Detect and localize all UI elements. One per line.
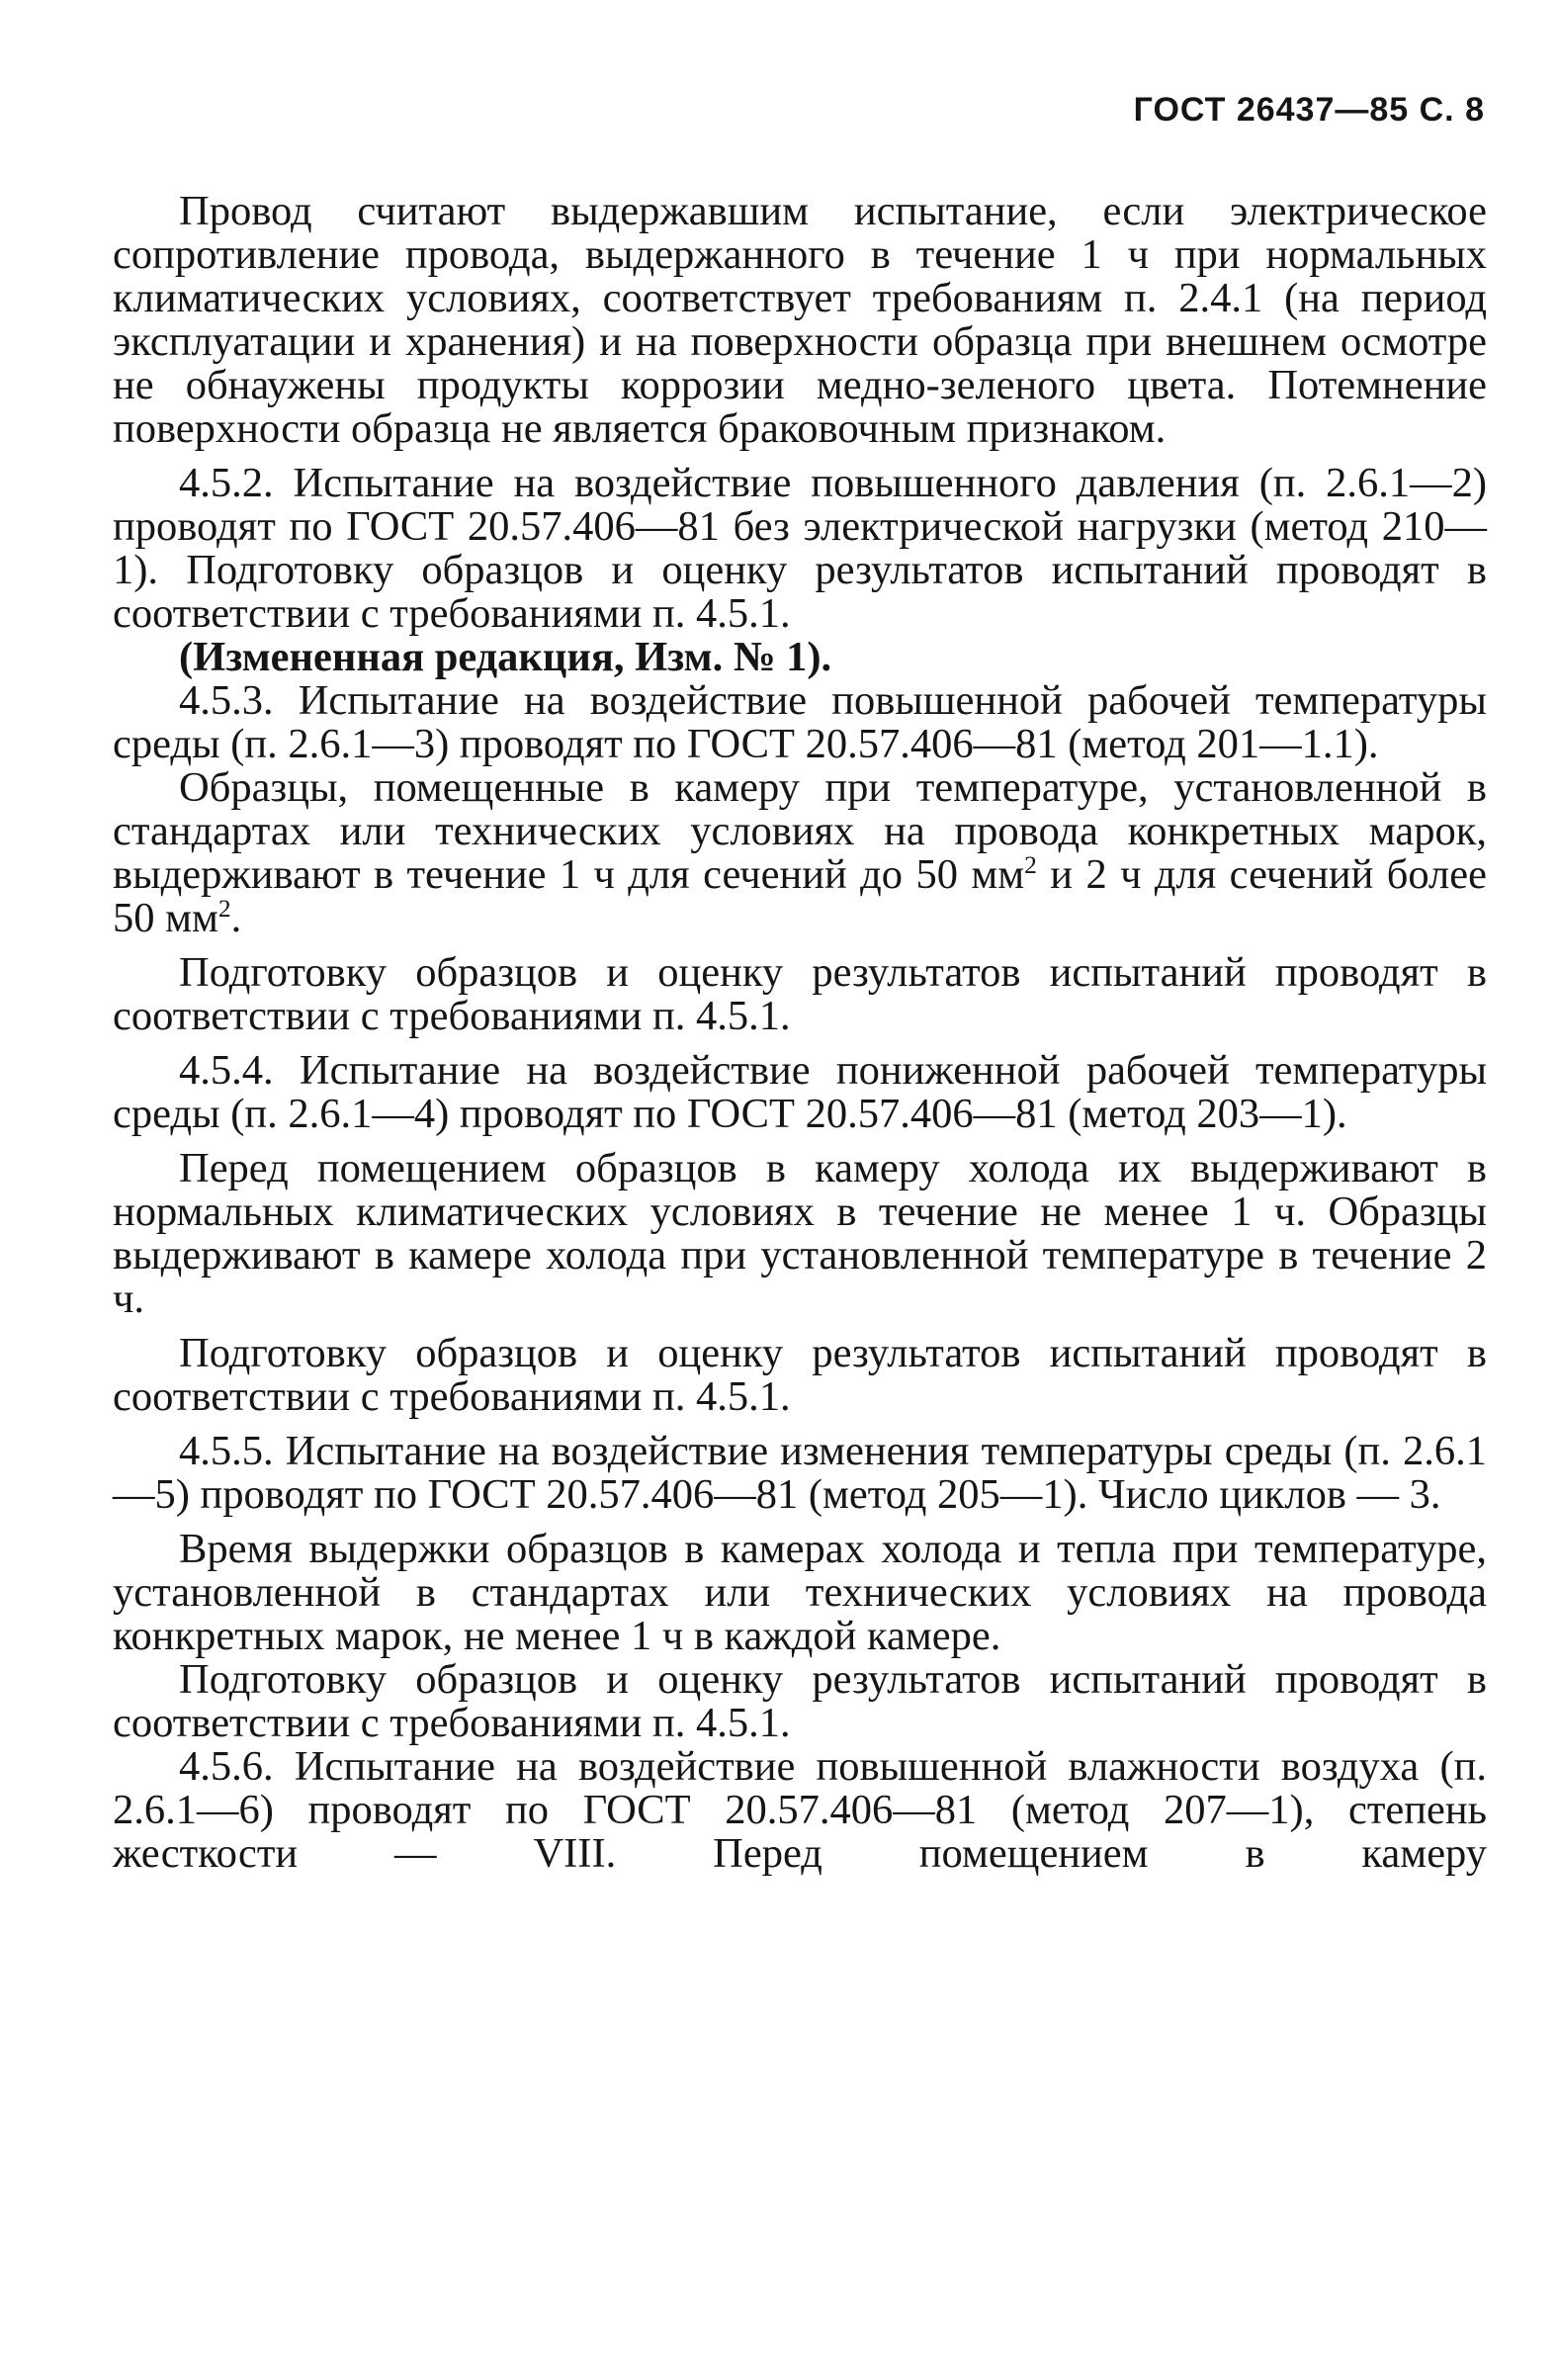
paragraph-test-pass-criteria: Провод считают выдержавшим испытание, если электрическое сопротивление провода, выдержанного в течение 1 ч при нормальных климатических условиях, соответствует требованиям п. 2.4.1 (на период эксплуатации и хранения) и на поверхности образца при внешнем осмотре не обнаужены продукты коррозии медно-зеленого цвета. Потемнение поверхности образца не является браковочным признаком. [113,188,1487,452]
paragraph-4-5-5: 4.5.5. Испытание на воздействие изменения температуры среды (п. 2.6.1—5) проводят по ГОСТ 20.57.406—81 (метод 205—1). Число циклов — 3. [113,1428,1487,1518]
document-body [113,190,1487,1876]
page-header: ГОСТ 26437—85 С. 8 [1133,91,1485,129]
paragraph-4-5-3: 4.5.3. Испытание на воздействие повышенной рабочей температуры среды (п. 2.6.1—3) проводят по ГОСТ 20.57.406—81 (метод 201—1.1). [113,677,1487,767]
paragraph-sample-exposure [113,766,1487,940]
paragraph-4-5-4: 4.5.4. Испытание на воздействие пониженной рабочей температуры среды (п. 2.6.1—4) проводят по ГОСТ 20.57.406—81 (метод 203—1). [113,1047,1487,1137]
paragraph-cold-chamber: Перед помещением образцов в камеру холода их выдерживают в нормальных климатических условиях в течение не менее 1 ч. Образцы выдерживают в камере холода при установленной температуре в течение 2 ч. [113,1145,1487,1322]
superscript-squared: 2 [1024,849,1037,879]
paragraph-4-5-2: 4.5.2. Испытание на воздействие повышенного давления (п. 2.6.1—2) проводят по ГОСТ 20.57.406—81 без электрической нагрузки (метод 210—1). Подготовку образцов и оценку результатов испытаний проводят в соответствии с требованиями п. 4.5.1. [113,460,1487,637]
paragraph-preparation: Подготовку образцов и оценку результатов испытаний проводят в соответствии с требованиями п. 4.5.1. [113,1656,1487,1746]
paragraph-sample-exposure-part1: Образцы, помещенные в камеру при температуре, установленной в стандартах или технических условиях на провода конкретных марок, выдерживают в течение 1 ч для сечений до 50 мм [113,764,1487,898]
paragraph-sample-exposure-part3: . [230,895,242,941]
amendment-note: (Измененная редакция, Изм. № 1). [179,634,832,680]
paragraph-exposure-time: Время выдержки образцов в камерах холода и тепла при температуре, установленной в стандартах или технических условиях на провода конкретных марок, не менее 1 ч в каждой камере. [113,1526,1487,1659]
paragraph-preparation: Подготовку образцов и оценку результатов испытаний проводят в соответствии с требованиями п. 4.5.1. [113,949,1487,1039]
superscript-squared: 2 [217,893,231,923]
paragraph-4-5-6: 4.5.6. Испытание на воздействие повышенной влажности воздуха (п. 2.6.1—6) проводят по ГОСТ 20.57.406—81 (метод 207—1), степень жесткости — VIII. Перед помещением в камеру [113,1743,1487,1877]
paragraph-preparation: Подготовку образцов и оценку результатов испытаний проводят в соответствии с требованиями п. 4.5.1. [113,1330,1487,1420]
paragraph-sample-exposure-part2: и 2 ч для сечений более 50 мм [113,851,1487,941]
